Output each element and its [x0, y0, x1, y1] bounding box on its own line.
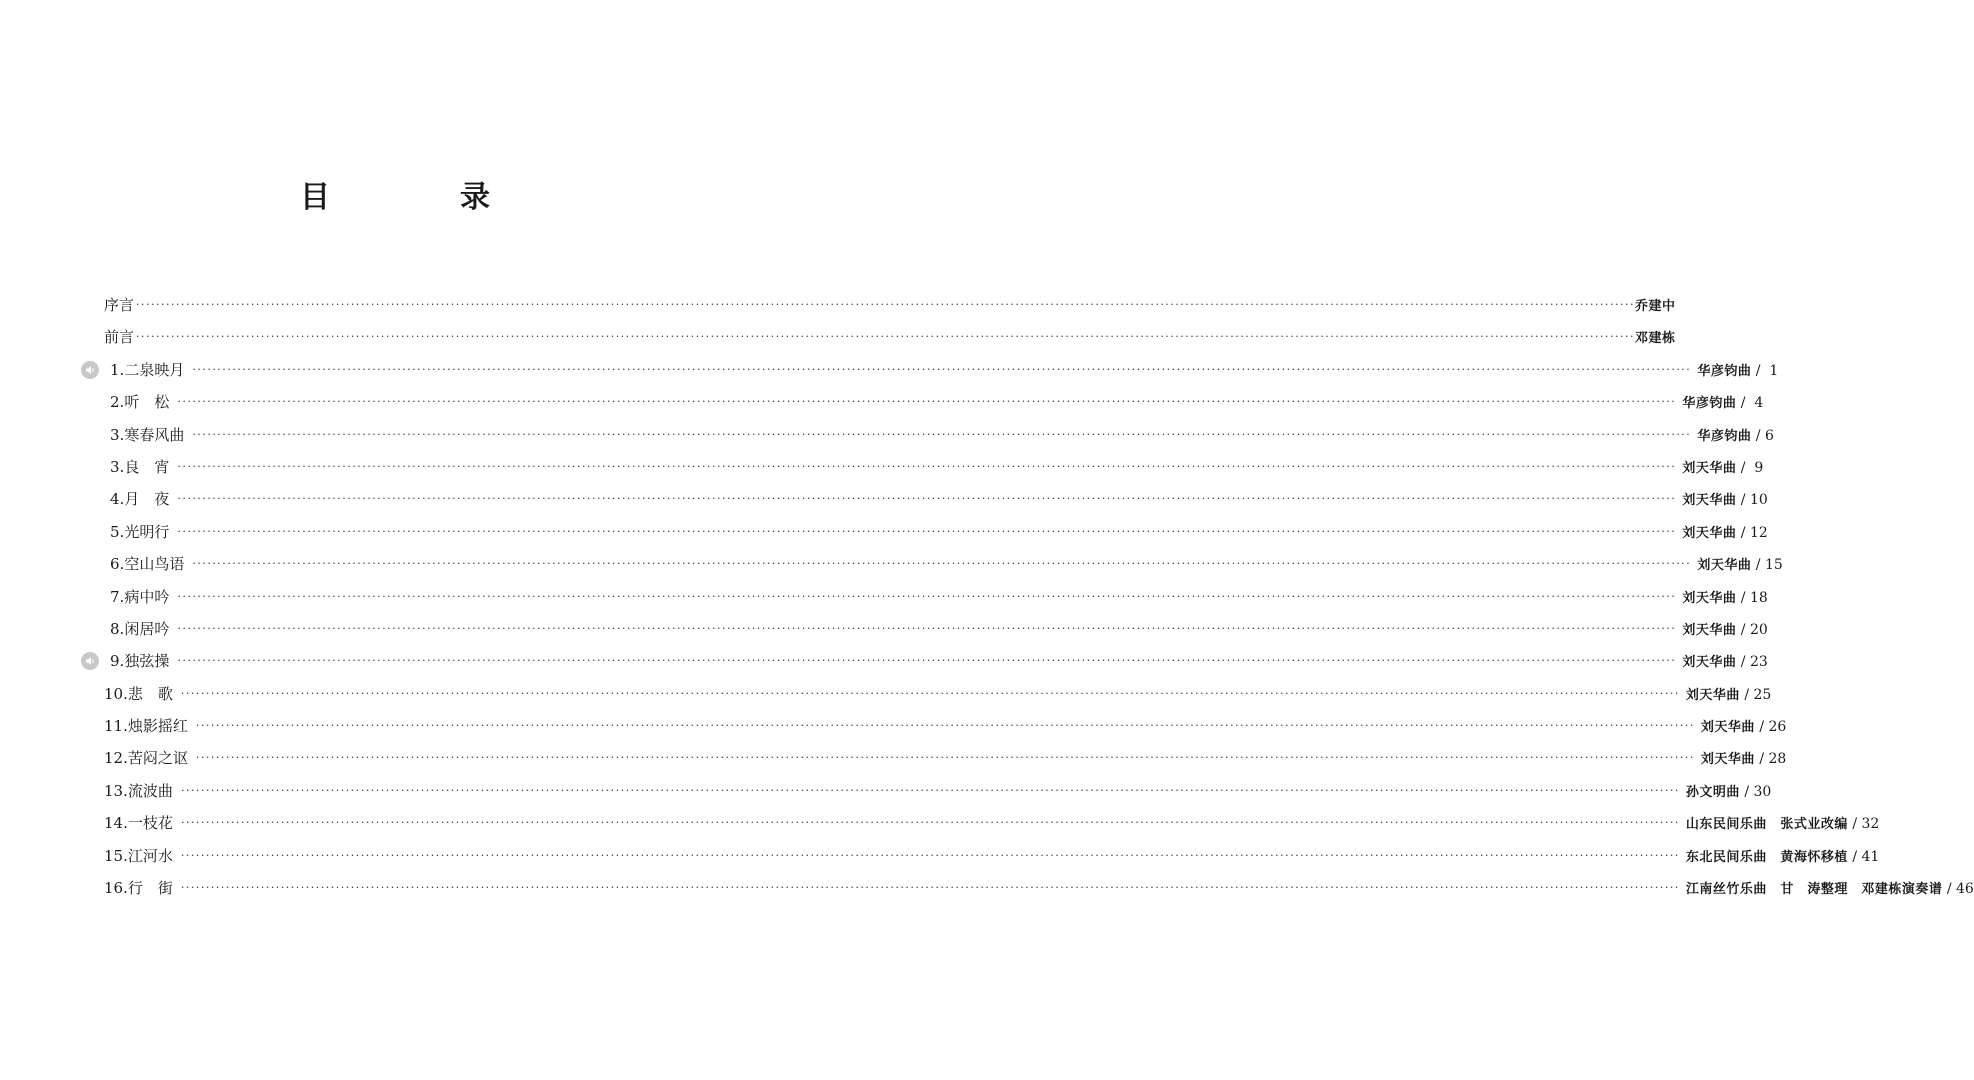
- entry-number: 2.: [110, 393, 125, 412]
- dot-leader: ············································································································································································································································································································: [180, 816, 1680, 830]
- page-title: 目 录: [300, 180, 540, 215]
- entry-credit: 华彦钧曲: [1697, 428, 1752, 444]
- entry-credit: 孙文明曲: [1685, 784, 1740, 800]
- entry-title: 流波曲: [127, 781, 173, 800]
- entry-page-number: / 6: [1751, 427, 1774, 444]
- entry-credit: 乔建中: [1635, 299, 1676, 314]
- toc-entry[interactable]: [0, 871, 1974, 903]
- entry-page-number: / 1: [1751, 362, 1779, 379]
- toc-entry[interactable]: [0, 580, 1768, 612]
- entry-credit: 东北民间乐曲 黄海怀移植: [1685, 849, 1848, 865]
- dot-leader: ············································································································································································································································································································: [180, 686, 1680, 700]
- entry-number: 5.: [110, 522, 125, 541]
- entry-credit: 刘天华曲: [1700, 752, 1755, 768]
- dot-leader: ············································································································································································································································································································: [195, 751, 1695, 765]
- toc-entry[interactable]: [0, 644, 1768, 676]
- entry-credit: 江南丝竹乐曲 甘 涛整理 邓建栋演奏谱: [1685, 882, 1943, 898]
- entry-page-number: / 46: [1942, 881, 1974, 898]
- entry-page-number: / 30: [1739, 783, 1772, 800]
- entry-credit: 刘天华曲: [1682, 525, 1737, 541]
- entry-number: 1.: [110, 360, 125, 379]
- entry-credit: 邓建栋: [1635, 331, 1676, 347]
- toc-entry[interactable]: [0, 418, 1774, 450]
- toc-entry[interactable]: [0, 806, 1880, 838]
- entry-credit: 刘天华曲: [1700, 720, 1755, 736]
- entry-title: 听 松: [124, 393, 170, 412]
- toc-entry[interactable]: [0, 320, 1676, 352]
- dot-leader: ············································································································································································································································································································: [180, 848, 1680, 862]
- entry-credit: 刘天华曲: [1682, 622, 1737, 638]
- toc-entry[interactable]: [0, 839, 1880, 871]
- entry-page-number: / 10: [1736, 492, 1768, 509]
- entry-credit: 刘天华曲: [1682, 655, 1737, 671]
- entry-page-number: / 12: [1736, 524, 1768, 541]
- speaker-icon[interactable]: [81, 361, 99, 379]
- entry-title: 独弦操: [124, 652, 170, 671]
- entry-credit: 华彦钧曲: [1682, 396, 1737, 412]
- toc-entry[interactable]: [0, 450, 1764, 482]
- dot-leader: ············································································································································································································································································································: [177, 459, 1677, 473]
- entry-title: 江河水: [127, 846, 173, 865]
- table-of-contents: [0, 288, 1974, 903]
- dot-leader: ············································································································································································································································································································: [136, 298, 1635, 311]
- entry-number: 11.: [104, 717, 128, 736]
- entry-number: 16.: [104, 879, 128, 898]
- toc-entry[interactable]: [0, 547, 1783, 579]
- dot-leader: ············································································································································································································································································································: [177, 654, 1677, 668]
- toc-entry[interactable]: [0, 774, 1772, 806]
- dot-leader: ············································································································································································································································································································: [177, 395, 1677, 409]
- entry-number: 4.: [110, 490, 125, 509]
- entry-page-number: / 32: [1847, 816, 1880, 833]
- entry-credit: 刘天华曲: [1697, 558, 1752, 574]
- entry-page-number: / 18: [1736, 589, 1768, 606]
- dot-leader: ············································································································································································································································································································: [180, 881, 1680, 895]
- entry-title: 月 夜: [124, 490, 170, 509]
- entry-title: 光明行: [124, 522, 170, 541]
- entry-credit: 刘天华曲: [1682, 493, 1737, 509]
- entry-number: 3.: [110, 425, 125, 444]
- entry-number: 3.: [110, 457, 125, 476]
- dot-leader: ············································································································································································································································································································: [192, 362, 1692, 376]
- entry-title: 序言: [104, 296, 135, 314]
- entry-credit: 山东民间乐曲 张式业改编: [1685, 817, 1848, 833]
- entry-page-number: / 20: [1736, 621, 1768, 638]
- entry-page-number: / 41: [1847, 848, 1880, 865]
- entry-title: 良 宵: [124, 457, 170, 476]
- entry-number: 12.: [104, 749, 128, 768]
- entry-number: 13.: [104, 781, 128, 800]
- entry-number: 8.: [110, 619, 125, 638]
- entry-title: 空山鸟语: [124, 555, 185, 574]
- entry-credit: 刘天华曲: [1682, 460, 1737, 476]
- entry-credit: 刘天华曲: [1685, 687, 1740, 703]
- entry-page-number: / 25: [1739, 686, 1772, 703]
- entry-number: 9.: [110, 652, 125, 671]
- speaker-icon[interactable]: [81, 652, 99, 670]
- dot-leader: ············································································································································································································································································································: [136, 330, 1635, 344]
- toc-entry[interactable]: [0, 353, 1779, 385]
- entry-title: 前言: [104, 328, 135, 347]
- toc-entry[interactable]: [0, 741, 1787, 773]
- toc-entry[interactable]: [0, 612, 1768, 644]
- entry-title: 一枝花: [127, 814, 173, 833]
- entry-page-number: / 9: [1736, 459, 1764, 476]
- toc-entry[interactable]: [0, 677, 1772, 709]
- entry-page-number: / 28: [1754, 751, 1787, 768]
- entry-title: 寒春风曲: [124, 425, 185, 444]
- toc-entry[interactable]: [0, 482, 1768, 514]
- entry-page-number: / 23: [1736, 654, 1768, 671]
- toc-entry[interactable]: [0, 288, 1676, 320]
- entry-title: 苦闷之讴: [127, 749, 188, 768]
- entry-number: 10.: [104, 684, 128, 703]
- entry-title: 悲 歌: [127, 684, 173, 703]
- entry-number: 14.: [104, 814, 128, 833]
- entry-credit: 刘天华曲: [1682, 590, 1737, 606]
- entry-number: 6.: [110, 555, 125, 574]
- toc-entry[interactable]: [0, 709, 1787, 741]
- entry-page-number: / 26: [1754, 719, 1787, 736]
- entry-title: 闲居吟: [124, 619, 170, 638]
- dot-leader: ············································································································································································································································································································: [180, 783, 1680, 797]
- dot-leader: ············································································································································································································································································································: [177, 589, 1677, 603]
- dot-leader: ············································································································································································································································································································: [177, 492, 1677, 506]
- entry-title: 烛影摇红: [127, 717, 188, 736]
- dot-leader: ············································································································································································································································································································: [192, 427, 1692, 441]
- toc-entry[interactable]: [0, 385, 1764, 417]
- entry-page-number: / 15: [1751, 557, 1783, 574]
- entry-title: 病中吟: [124, 587, 170, 606]
- dot-leader: ············································································································································································································································································································: [195, 719, 1695, 733]
- entry-number: 15.: [104, 846, 128, 865]
- dot-leader: ············································································································································································································································································································: [177, 621, 1677, 635]
- entry-title: 行 街: [127, 879, 173, 898]
- entry-credit: 华彦钧曲: [1697, 363, 1752, 379]
- toc-entry[interactable]: [0, 515, 1768, 547]
- entry-number: 7.: [110, 587, 125, 606]
- dot-leader: ············································································································································································································································································································: [192, 557, 1692, 571]
- entry-page-number: / 4: [1736, 395, 1764, 412]
- entry-title: 二泉映月: [124, 360, 185, 379]
- dot-leader: ············································································································································································································································································································: [177, 524, 1677, 538]
